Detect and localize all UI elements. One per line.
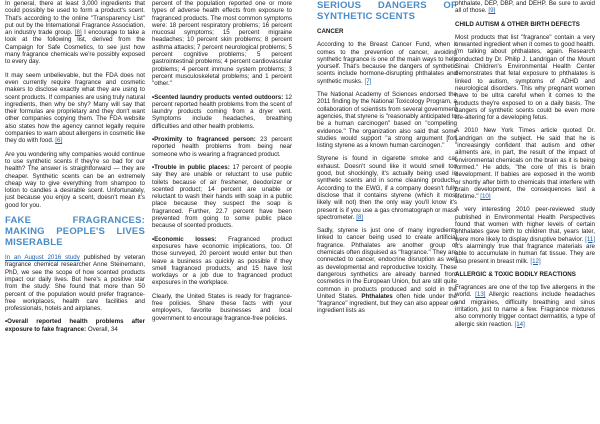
- section-heading: SERIOUS DANGERS OF SYNTHETIC SCENTS: [317, 0, 457, 22]
- paragraph: percent of the population reported one or more types of adverse health effects from exposure to fragranced products. The most common symptoms were: 18 percent respiratory problems; 16 percent mucosal symptoms; 15 percent migraine headaches; 10 percent skin problems; 8 percent asthma attacks; 7 percent neurological problems; 5 percent cognitive problems; 5 percent gastrointestinal problems; 4 percent cardiovascular problems; 4 percent immune system problems; 3 percent musculoskeletal problems; and 1 percent "other.": [152, 0, 292, 88]
- paragraph: Clearly, the United States is ready for fragrance-free policies. Share these facts with your employers, favorite businesses and local government to encourage fragrance-free policies.: [152, 292, 292, 322]
- paragraph-text: It's alarmingly true that fragrance materials are able to accumulate in human fat tissue. They are also present in breast milk.: [455, 242, 595, 265]
- column-1: [5, 0, 145, 339]
- paragraph: [455, 0, 595, 15]
- paragraph: [5, 0, 145, 66]
- bullet-text: 17 percent of people say they are unable or reluctant to use public toilets because of air freshener, deodorizer or scented product; 14 percent are unable or reluctant to wash their hands with soap in a public place because they suspect the soap is fragranced. Further, 22.7 percent have been prevented from going to some public place because of scented products.: [152, 163, 292, 230]
- paragraph: [317, 155, 457, 221]
- citation-link[interactable]: [10]: [480, 193, 491, 201]
- paragraph-text: Sadly, styrene is just one of many ingredients linked to cancer being used to create artificial fragrance. Phthalates are another group of chemicals often disguised as "fragrance." They are connected to cancer, endocrine disruption as well as developmental and reproductive toxicity. These dangerous synthetics are already banned from cosmetics in the European Union, but are still quite common in products produced and sold in the United States.: [317, 227, 457, 300]
- paragraph-text: Allergic reactions include headaches and migraines, difficulty breathing and sinus irritation, just to name a few. Fragrance mixtures also commonly trigger contact dermatitis, a type of allergic skin reaction.: [455, 291, 595, 328]
- paragraph: [5, 254, 145, 312]
- citation-link[interactable]: [11]: [585, 235, 595, 243]
- paragraph: Are you wondering why companies would continue to use synthetic scents if they're so bad for our health? The answer is straightforward — they are cheaper. Synthetic scents can be an extremely cheap way to give everything from shampoo to lotion to candles a desirable scent. Unfortunately, just because you enjoy a scent, doesn't mean it's good for you.: [5, 150, 145, 209]
- citation-link[interactable]: [8]: [74, 29, 82, 37]
- paragraph: [5, 72, 145, 145]
- subsection-heading: ALLERGIC & TOXIC BODILY REACTIONS: [455, 270, 576, 278]
- bullet-item: [152, 94, 292, 130]
- bullet-item: [152, 236, 292, 287]
- subsection-heading: CANCER: [317, 28, 344, 35]
- bullet-label: •Overall reported health problems after exposure to fake fragrance:: [5, 318, 145, 333]
- bullet-item: [5, 318, 145, 333]
- column-4: [455, 0, 595, 334]
- study-link[interactable]: In an August 2016 study: [5, 254, 80, 262]
- bullet-item: [152, 136, 292, 158]
- paragraph: [317, 41, 457, 85]
- paragraph-text: often hide under the "fragrance" ingredient, but they can also appear on ingredient lists as: [317, 292, 457, 315]
- bullet-text: 23 percent reported health problems from being near someone who is wearing a fragranced product.: [152, 136, 293, 158]
- bullet-label: •Proximity to fragranced person:: [152, 136, 256, 144]
- paragraph-text: In general, there at least 3,000 ingredients that could possibly be used to form a product's scent. That's according to the online "Transparency List" put out by the International Fragrance Association, an industry trade group.: [5, 0, 145, 37]
- citation-link[interactable]: [14]: [514, 320, 525, 328]
- section-heading: FAKE FRAGRANCES: MAKING PEOPLE'S LIVES MISERABLE: [5, 215, 145, 249]
- citation-link[interactable]: [8]: [356, 213, 364, 221]
- paragraph-text: A very interesting 2010 peer-reviewed study published in Environmental Health Perspectives found that women with higher levels of certain phthalates gave birth to children that, years later, were more likely to display disruptive behavior.: [455, 206, 595, 243]
- citation-link[interactable]: [12]: [530, 257, 541, 265]
- paragraph-text: Styrene is found in cigarette smoke and car exhaust. Doesn't sound like it would smell too good, but shockingly, it's actually being used in synthetic scents and in some cleaning products. According to the EWG, if a company doesn't fully disclose that it contains styrene (which it most likely will not) then the only way you'll know it's present is if you use a gas chromatograph or mass spectrometer.: [317, 155, 457, 221]
- citation-link[interactable]: [6]: [55, 137, 63, 145]
- bullet-label: •Economic losses:: [152, 235, 217, 243]
- paragraph-text: According to the Breast Cancer Fund, when it comes to the prevention of cancer, avoiding synthetic fragrance is one of the main ways to help yourself. That's because the dangers of synthetic scents include hormone-disrupting phthalates and synthetic musks.: [317, 41, 457, 85]
- citation-link[interactable]: [13]: [475, 291, 486, 299]
- paragraph-text: I encourage to take a look at the following list, derived from the Campaign for Safe Cosmetics, to see just how many fragrance chemicals we're possibly exposed to every day.: [5, 29, 145, 66]
- bullet-item: [152, 164, 292, 230]
- citation-link[interactable]: [9]: [488, 7, 496, 15]
- paragraph-text: It may seem unbelievable, but the FDA does not even currently require fragrance and cosmetic makers to disclose exactly what they are using to scent products. If companies are using truly natural ingredients, then why be shy? Many will say that their formulas are proprietary and they don't want other companies copying them. The FDA website also states how the agency cannot legally require companies to warn about allergens in cosmetic like they do with food.: [5, 71, 145, 145]
- bold-term: Phthalates: [361, 292, 393, 300]
- citation-link[interactable]: [7]: [364, 77, 372, 85]
- paragraph-text: A 2010 New York Times article quoted Dr. Landrigan on the subject. He said that he is "increasingly confident that autism and other ailments are, in part, the result of the impact of environmental chemicals on the brain as it is being formed." He adds, "the core of this is brain development. If babies are exposed in the womb or shortly after birth to chemicals that interfere with brain development, the consequences last a lifetime.": [455, 127, 595, 201]
- subsection-heading: CHILD AUTISM & OTHER BIRTH DEFECTS: [455, 20, 580, 28]
- paragraph-text: Fragrances are one of the top five allergens in the world.: [455, 284, 595, 299]
- paragraph: [317, 227, 457, 315]
- column-2: [152, 0, 292, 328]
- bullet-text: Fragranced product exposures have economic implications, too. Of those surveyed, 20 percent would enter but then leave a business as quickly as possible if they smell fragranced products, and 15 have lost workdays or a job due to fragranced product exposures in the workplace.: [152, 235, 293, 287]
- bullet-text: 12 percent reported health problems from the scent of laundry products coming from a dryer vent. Symptoms include headaches, breathing difficulties and other health problems.: [152, 93, 292, 130]
- paragraph: [455, 284, 595, 328]
- paragraph: Most products that list "fragrance" contain a very unwanted ingredient when it comes to good health. I'm talking about phthalates, again. Research conducted by Dr. Philip J. Landrigan of the Mount Sinai Children's Environmental Health Center demonstrates that fetal exposure to phthalates is linked to autism, symptoms of ADHD and neurological disorders. This why pregnant women have to be ultra careful when it comes to the products they're exposed to on a daily basis. The dangers of synthetic scents could be even more life-altering for a developing fetus.: [455, 33, 595, 122]
- bullet-text: Overall, 34: [86, 325, 118, 333]
- bullet-label: •Trouble in public places:: [152, 163, 230, 171]
- bullet-label: •Scented laundry products vented outdoors:: [152, 93, 284, 101]
- paragraph: [455, 127, 595, 200]
- paragraph: The National Academy of Sciences endorsed the 2011 finding by the National Toxicology Program, a collaboration of scientists from several government agencies, that styrene is "reasonably anticipated to be a human carcinogen" based on "compelling evidence." The organization also said that some studies would support "a strong argument [for] listing styrene as a known human carcinogen.": [317, 91, 457, 150]
- paragraph-text: published by veteran fragrance chemical researcher Anne Steinemann, PhD, we see the scope of how scented products impact our daily lives. But here's a positive star from the study: She found that more than 50 percent of the population would prefer fragrance-free workplaces, health care facilities and professionals, hotels and airplanes.: [5, 254, 145, 313]
- column-3: [317, 0, 457, 321]
- paragraph: [455, 206, 595, 264]
- paragraph-text: phthalate, DEP, DBP, and DEHP. Be sure to avoid all of those.: [455, 0, 595, 15]
